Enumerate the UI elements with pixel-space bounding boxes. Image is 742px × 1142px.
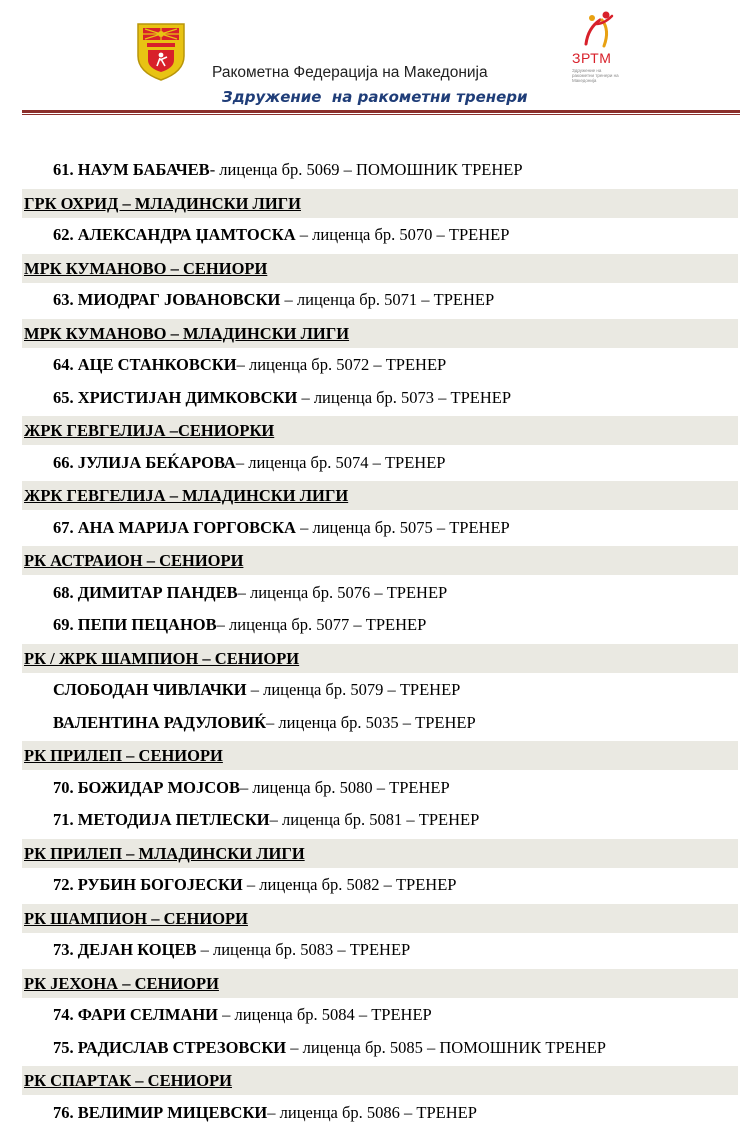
- club-heading: РК АСТРАИОН – СЕНИОРИ: [22, 546, 738, 575]
- coach-license-list: [22, 154, 738, 1129]
- federation-crest-icon: [136, 22, 186, 82]
- license-info: – лиценца бр. 5080 – ТРЕНЕР: [240, 777, 450, 797]
- license-info: – лиценца бр. 5070 – ТРЕНЕР: [295, 225, 510, 244]
- coach-name: 61. НАУМ БАБАЧЕВ: [53, 160, 210, 179]
- coach-name: СЛОБОДАН ЧИВЛАЧКИ: [53, 680, 247, 699]
- club-heading: МРК КУМАНОВО – МЛАДИНСКИ ЛИГИ: [22, 319, 738, 348]
- club-heading: РК ПРИЛЕП – МЛАДИНСКИ ЛИГИ: [22, 839, 738, 868]
- club-heading: РК ШАМПИОН – СЕНИОРИ: [22, 904, 738, 933]
- association-title: Здружение на ракометни тренери: [222, 88, 528, 106]
- license-info: – лиценца бр. 5076 – ТРЕНЕР: [237, 582, 448, 602]
- coach-entry: [22, 219, 738, 252]
- association-logo: [570, 10, 626, 88]
- coach-entry: [22, 707, 738, 740]
- coach-name: 74. ФАРИ СЕЛМАНИ: [53, 1005, 218, 1024]
- license-info: – лиценца бр. 5035 – ТРЕНЕР: [266, 712, 476, 732]
- coach-name: 70. БОЖИДАР МОЈСОВ: [53, 777, 241, 797]
- coach-name: 73. ДЕЈАН КОЦЕВ: [53, 940, 197, 959]
- club-heading: ЖРК ГЕВГЕЛИЈА –СЕНИОРКИ: [22, 416, 738, 445]
- club-heading: МРК КУМАНОВО – СЕНИОРИ: [22, 254, 738, 283]
- license-info: – лиценца бр. 5081 – ТРЕНЕР: [269, 810, 480, 829]
- handball-player-icon: [570, 10, 626, 50]
- coach-name: 72. РУБИН БОГОЈЕСКИ: [53, 875, 243, 894]
- club-heading: РК СПАРТАК – СЕНИОРИ: [22, 1066, 738, 1095]
- association-logo-text: ЗРТМ: [572, 50, 612, 66]
- license-info: – лиценца бр. 5073 – ТРЕНЕР: [297, 387, 512, 407]
- license-info: – лиценца бр. 5071 – ТРЕНЕР: [280, 290, 495, 309]
- license-info: – лиценца бр. 5082 – ТРЕНЕР: [242, 875, 457, 894]
- club-heading: РК ЈЕХОНА – СЕНИОРИ: [22, 969, 738, 998]
- coach-name: 71. МЕТОДИЈА ПЕТЛЕСКИ: [53, 810, 270, 829]
- header-rule-thick: [22, 110, 740, 113]
- coach-name: 69. ПЕПИ ПЕЦАНОВ: [53, 615, 217, 634]
- coach-entry: [22, 382, 738, 415]
- license-info: – лиценца бр. 5085 – ПОМОШНИК ТРЕНЕР: [286, 1037, 606, 1057]
- club-heading: РК / ЖРК ШАМПИОН – СЕНИОРИ: [22, 644, 738, 673]
- coach-name: 75. РАДИСЛАВ СТРЕЗОВСКИ: [53, 1037, 287, 1057]
- coach-entry: [22, 869, 738, 902]
- club-heading: РК ПРИЛЕП – СЕНИОРИ: [22, 741, 738, 770]
- coach-entry: [22, 512, 738, 545]
- coach-entry: [22, 1097, 738, 1130]
- document-header: [0, 0, 742, 120]
- coach-entry: [22, 154, 738, 187]
- coach-name: ВАЛЕНТИНА РАДУЛОВИЌ: [53, 712, 267, 732]
- license-info: – лиценца бр. 5084 – ТРЕНЕР: [218, 1005, 432, 1024]
- header-rule-thin: [22, 114, 740, 115]
- license-info: – лиценца бр. 5074 – ТРЕНЕР: [235, 452, 446, 472]
- club-heading: ЖРК ГЕВГЕЛИЈА – МЛАДИНСКИ ЛИГИ: [22, 481, 738, 510]
- license-info: – лиценца бр. 5072 – ТРЕНЕР: [236, 355, 447, 374]
- license-info: – лиценца бр. 5079 – ТРЕНЕР: [246, 680, 461, 699]
- license-info: – лиценца бр. 5075 – ТРЕНЕР: [295, 517, 510, 537]
- coach-name: 63. МИОДРАГ ЈОВАНОВСКИ: [53, 290, 281, 309]
- coach-entry: [22, 934, 738, 967]
- coach-entry: [22, 772, 738, 805]
- federation-title: Ракометна Федерација на Македонија: [212, 64, 488, 81]
- license-info: – лиценца бр. 5083 – ТРЕНЕР: [196, 940, 411, 959]
- license-info: – лиценца бр. 5077 – ТРЕНЕР: [216, 615, 427, 634]
- coach-name: 76. ВЕЛИМИР МИЦЕВСКИ: [53, 1102, 268, 1122]
- license-info: – лиценца бр. 5086 – ТРЕНЕР: [267, 1102, 477, 1122]
- coach-entry: [22, 999, 738, 1032]
- coach-name: 68. ДИМИТАР ПАНДЕВ: [53, 582, 238, 602]
- license-info: - лиценца бр. 5069 – ПОМОШНИК ТРЕНЕР: [209, 160, 523, 179]
- coach-entry: [22, 284, 738, 317]
- coach-entry: [22, 609, 738, 642]
- coach-name: 64. АЦЕ СТАНКОВСКИ: [53, 355, 237, 374]
- association-logo-subtext: Здружение на ракометни тренери на Македонија: [572, 68, 619, 83]
- coach-entry: [22, 577, 738, 610]
- coach-entry: [22, 349, 738, 382]
- club-heading: ГРК ОХРИД – МЛАДИНСКИ ЛИГИ: [22, 189, 738, 218]
- coach-entry: [22, 447, 738, 480]
- coach-name: 65. ХРИСТИЈАН ДИМКОВСКИ: [53, 387, 298, 407]
- coach-entry: [22, 1032, 738, 1065]
- coach-entry: [22, 804, 738, 837]
- coach-name: 62. АЛЕКСАНДРА ЏАМТОСКА: [53, 225, 296, 244]
- coach-name: 67. АНА МАРИЈА ГОРГОВСКА: [53, 517, 296, 537]
- coach-entry: [22, 674, 738, 707]
- coach-name: 66. ЈУЛИЈА БЕЌАРОВА: [53, 452, 236, 472]
